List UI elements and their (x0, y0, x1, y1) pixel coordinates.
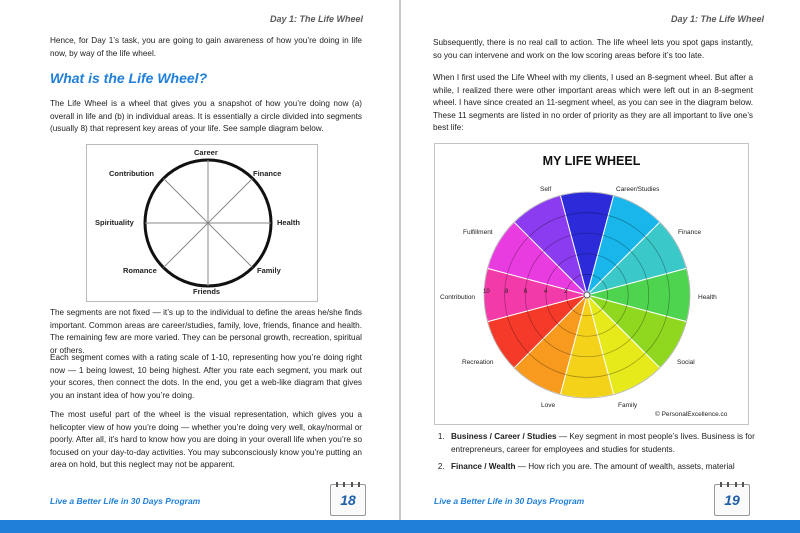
segment-label-family: Family (618, 402, 638, 409)
list-item: 1. Business / Career / Studies — Key segment in most people’s lives. Business is for entrepreneurs, career for employees and studies for students. (447, 431, 767, 456)
section-heading: What is the Life Wheel? (50, 70, 208, 86)
segment-label-love: Love (541, 402, 556, 409)
scale-label: 2 (564, 289, 568, 295)
wheel-hub (584, 292, 590, 298)
segment-label-self: Self (540, 186, 552, 193)
paragraph: When I first used the Life Wheel with my clients, I used an 8-segment wheel. But after a while, I realized there were other important areas which were left out in an 8-segment wheel. I have since created an 11-segment wheel, as you can see in the diagram below. These 11 segments are listed in no order of priority as they are all important to live one’s best life: (433, 73, 753, 132)
scale-label: 10 (483, 289, 490, 295)
page-footer: Live a Better Life in 30 Days Program (50, 496, 201, 506)
page-number: 18 (340, 492, 356, 508)
paragraph: The segments are not fixed — it’s up to the individual to define the areas he/she finds important. Common areas are career/studies, family, love, friends, finance and health. The remaining few are more varied. They can be personal growth, recreation, spiritual or others. (50, 308, 362, 355)
bottom-bar (0, 520, 800, 533)
segment-label-contribution: Contribution (440, 294, 476, 301)
label-romance: Romance (123, 266, 157, 275)
paragraph: The most useful part of the wheel is the visual representation, which gives you a helicopter view of how you’re doing — whether you’re doing very well, okay/normal or poorly. After all, it’s hard to know how you are doing in your overall life when you’re so focused on your day-to-day activities. You may subconsciously know you’re putting an area on hold, but this neglect may not be apparent. (50, 410, 362, 469)
segment-list (433, 431, 767, 479)
label-contribution: Contribution (109, 169, 154, 178)
paragraph: The Life Wheel is a wheel that gives you a snapshot of how you’re doing now (a) overall in life and (b) in individual areas. It is essentially a circle divided into segments (usually 8) that represent key areas of your life. See sample diagram below. (50, 99, 362, 133)
label-finance: Finance (253, 169, 282, 178)
page-header: Day 1: The Life Wheel (670, 14, 764, 24)
calendar-icon (330, 484, 366, 516)
label-career: Career (194, 148, 218, 157)
scale-label: 6 (524, 289, 528, 295)
label-spirituality: Spirituality (95, 218, 134, 227)
segment-label-finance: Finance (678, 229, 702, 236)
label-friends: Friends (193, 287, 221, 296)
paragraph: Subsequently, there is no real call to action. The life wheel lets you spot gaps instantly, so you can intervene and work on the low scoring areas before it’s too late. (433, 38, 753, 60)
segment-label-health: Health (698, 294, 717, 301)
calendar-icon (714, 484, 750, 516)
page-header: Day 1: The Life Wheel (269, 14, 363, 24)
my-life-wheel-diagram (434, 143, 749, 425)
scale-label: 8 (505, 289, 509, 295)
page-number: 19 (724, 492, 740, 508)
copyright-credit: © PersonalExcellence.co (655, 411, 728, 418)
label-health: Health (277, 218, 300, 227)
sample-life-wheel-diagram (86, 144, 318, 302)
segment-label-recreation: Recreation (462, 359, 494, 366)
segment-label-social: Social (677, 359, 695, 366)
right-page (401, 0, 800, 520)
label-family: Family (257, 266, 281, 275)
intro-paragraph: Hence, for Day 1’s task, you are going to gain awareness of how you’re doing in life now, by way of the life wheel. (50, 36, 362, 58)
segment-label-fulfillment: Fulfillment (463, 229, 493, 236)
segment-label-career-studies: Career/Studies (616, 186, 660, 193)
scale-label: 4 (544, 289, 548, 295)
paragraph: Each segment comes with a rating scale of 1-10, representing how you’re doing right now — 1 being lowest, 10 being highest. After you rate each segment, you mark out your scores, then connect the dots. In the end, you get a web-like diagram that gives you an instant idea of how you’re doing. (50, 353, 362, 400)
eleven-segment-wheel (435, 144, 748, 424)
page-footer: Live a Better Life in 30 Days Program (434, 496, 585, 506)
list-item: 2. Finance / Wealth — How rich you are. The amount of wealth, assets, material (447, 461, 767, 474)
left-page (0, 0, 399, 520)
wheel-title: MY LIFE WHEEL (542, 154, 641, 168)
